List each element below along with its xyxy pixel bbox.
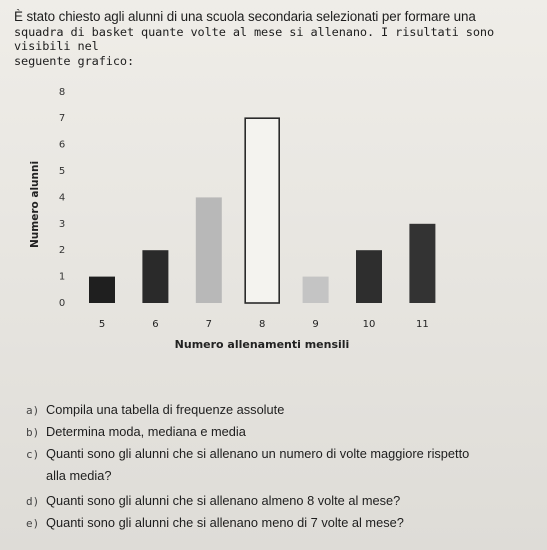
intro-line-2: squadra di basket quante volte al mese si allenano. I risultati sono visibili nel (14, 24, 494, 54)
y-tick-label: 3 (58, 218, 66, 230)
y-tick-label: 0 (58, 298, 66, 309)
x-axis-label: Numero allenamenti mensili (174, 338, 350, 351)
question-d-letter: d) (26, 495, 40, 508)
x-tick-label: 6 (152, 319, 159, 330)
bar-9 (303, 277, 329, 303)
bar-7 (196, 197, 222, 303)
bar-6 (142, 250, 168, 303)
y-tick-label: 8 (58, 86, 66, 98)
bar-10 (356, 250, 382, 303)
x-tick-label: 11 (416, 319, 429, 330)
question-a-text: Compila una tabella di frequenze assolute (46, 402, 285, 417)
question-d (26, 493, 400, 510)
bar-11 (409, 224, 435, 303)
bar-8 (245, 118, 279, 303)
y-axis-label: Numero alunni (29, 160, 41, 248)
question-b (26, 424, 246, 441)
y-tick-label: 7 (58, 113, 66, 125)
question-e-letter: e) (26, 517, 40, 530)
x-tick-label: 5 (98, 319, 106, 330)
question-c-continuation: alla media? (46, 468, 112, 483)
question-d-text: Quanti sono gli alunni che si allenano almeno 8 volte al mese? (46, 493, 401, 508)
x-tick-label: 8 (259, 319, 266, 330)
question-e-text: Quanti sono gli alunni che si allenano meno di 7 volte al mese? (46, 515, 404, 530)
question-e (26, 515, 404, 532)
question-b-letter: b) (26, 426, 40, 439)
bars (89, 118, 435, 303)
question-a (26, 402, 284, 419)
x-tick-label: 7 (205, 319, 212, 330)
y-tick-label: 4 (58, 192, 66, 204)
y-axis-ticks (59, 87, 65, 309)
x-tick-label: 9 (312, 319, 319, 330)
question-a-letter: a) (26, 404, 40, 417)
question-c-text: Quanti sono gli alunni che si allenano un numero di volte maggiore rispetto (46, 446, 470, 461)
intro-line-3: seguente grafico: (14, 53, 134, 68)
intro-line-1: È stato chiesto agli alunni di una scuola secondaria selezionati per formare una (14, 9, 476, 24)
question-b-text: Determina moda, mediana e media (46, 424, 246, 439)
y-tick-label: 6 (58, 139, 66, 151)
x-axis-ticks (99, 319, 429, 330)
y-tick-label: 5 (58, 166, 66, 177)
x-tick-label: 10 (362, 319, 376, 330)
bar-5 (89, 277, 115, 303)
question-c-letter: c) (26, 448, 40, 461)
y-tick-label: 1 (58, 271, 66, 283)
y-tick-label: 2 (58, 245, 66, 257)
question-c (26, 446, 469, 463)
